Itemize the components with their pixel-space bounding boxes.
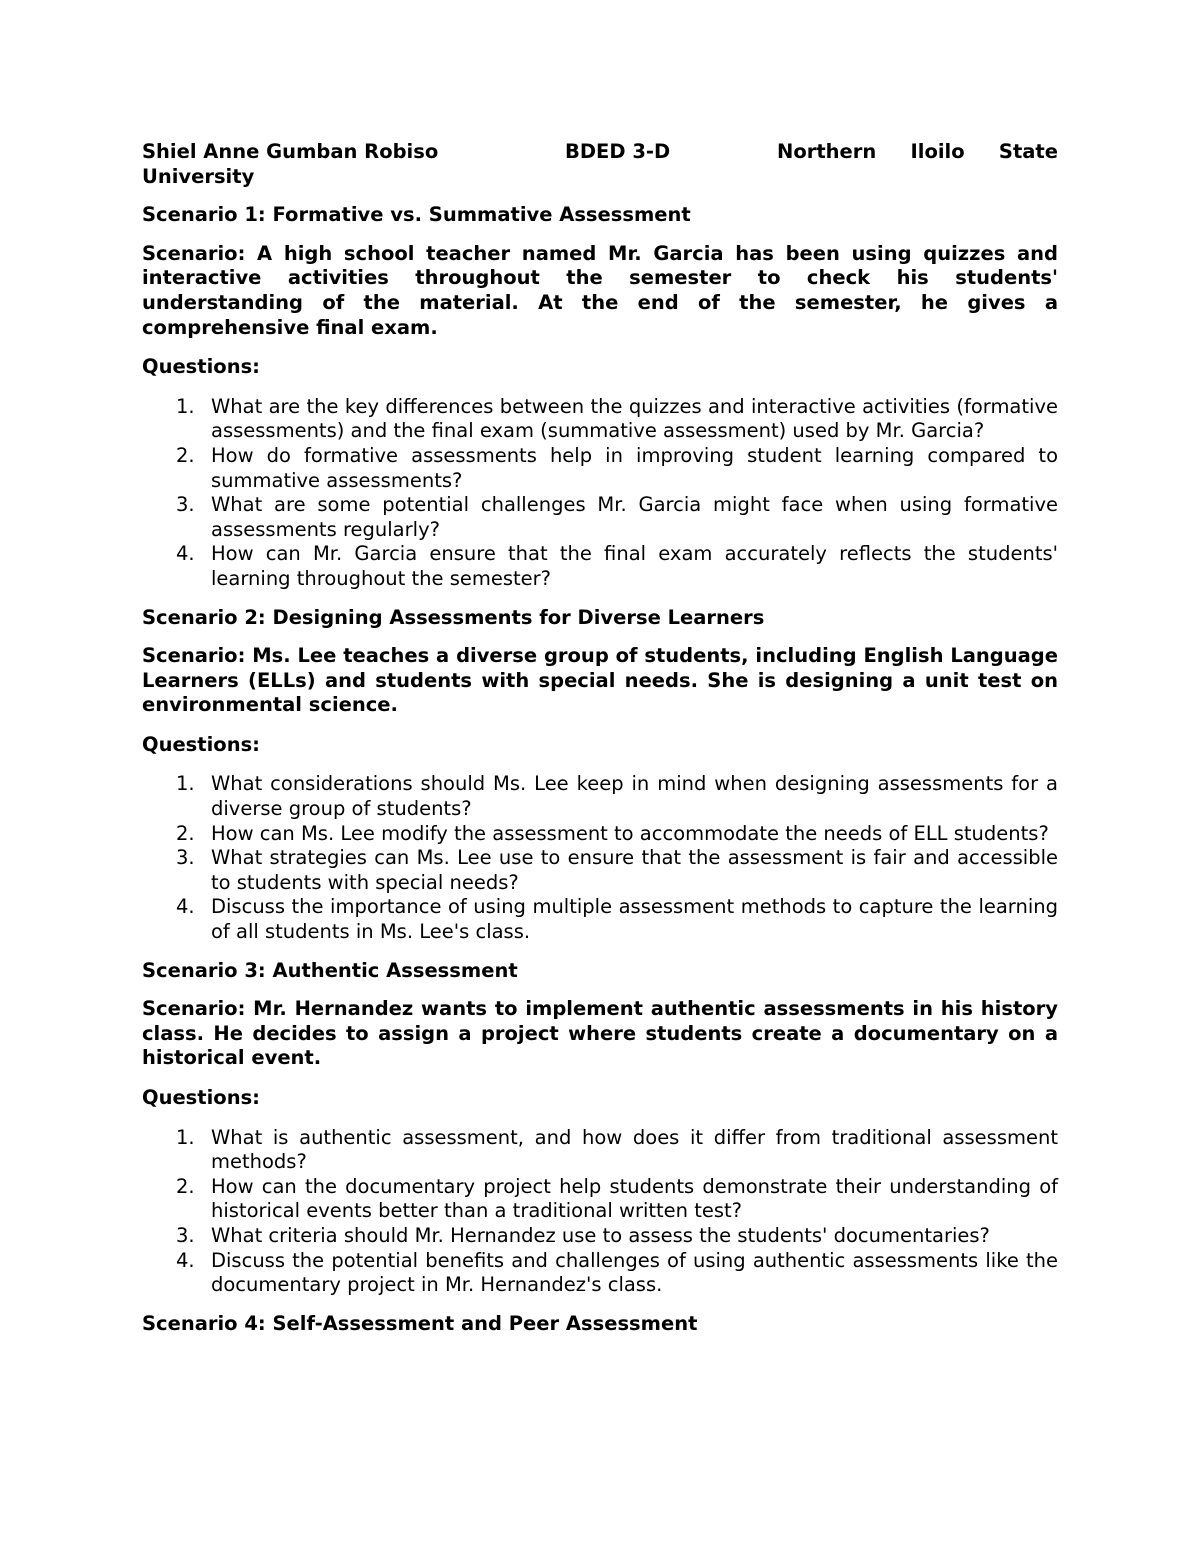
list-item [142, 1175, 1058, 1224]
list-item [142, 1249, 1058, 1298]
item-number: 3. [176, 493, 195, 517]
item-number: 3. [176, 1223, 195, 1247]
scenario-section [142, 606, 1058, 945]
item-text: What criteria should Mr. Hernandez use to assess the students' documentaries? [211, 1223, 990, 1247]
item-text: What are some potential challenges Mr. Garcia might face when using formative assessments regularly? [211, 493, 1058, 541]
item-number: 4. [176, 542, 195, 566]
item-text: How can Mr. Garcia ensure that the final exam accurately reflects the students' learning throughout the semester? [211, 542, 1058, 590]
item-number: 3. [176, 846, 195, 870]
university-name [777, 140, 1058, 165]
questions-list [142, 1126, 1058, 1298]
student-name: Shiel Anne Gumban Robiso [142, 140, 439, 163]
header-line [142, 140, 1058, 165]
item-number: 1. [176, 772, 195, 796]
course-section: BDED 3-D [565, 140, 671, 163]
item-number: 2. [176, 821, 195, 845]
list-item [142, 846, 1058, 895]
item-text: What is authentic assessment, and how does it differ from traditional assessment methods? [211, 1125, 1058, 1174]
item-number: 2. [176, 1174, 195, 1198]
item-text: What are the key differences between the quizzes and interactive activities (formative assessments) and the final exam (summative assessment) used by Mr. Garcia? [211, 394, 1058, 443]
scenario-text: Scenario: Mr. Hernandez wants to implement authentic assessments in his history class. He decides to assign a project where students create a documentary on a historical event. [142, 997, 1058, 1070]
item-number: 4. [176, 1248, 195, 1272]
section-title: Scenario 1: Formative vs. Summative Assessment [142, 203, 691, 227]
list-item [142, 772, 1058, 821]
list-item [142, 895, 1058, 944]
questions-label: Questions: [142, 355, 260, 379]
item-text: How do formative assessments help in improving student learning compared to summative assessments? [211, 443, 1058, 492]
questions-label: Questions: [142, 732, 260, 756]
scenario-text: Scenario: A high school teacher named Mr. Garcia has been using quizzes and interactive activities throughout the semester to check his students' understanding of the material. At the end of the semester, he gives a comprehensive final exam. [142, 241, 1058, 339]
scenario-text: Scenario: Ms. Lee teaches a diverse group of students, including English Language Learners (ELLs) and students with special needs. She is designing a unit test on environmental science. [142, 644, 1058, 717]
list-item [142, 1126, 1058, 1175]
scenario-section [142, 959, 1058, 1298]
section-title: Scenario 2: Designing Assessments for Diverse Learners [142, 605, 765, 629]
item-text: Discuss the importance of using multiple assessment methods to capture the learning of all students in Ms. Lee's class. [211, 895, 1058, 944]
item-text: What considerations should Ms. Lee keep in mind when designing assessments for a diverse group of students? [211, 772, 1058, 821]
university-name-continued: University [142, 164, 255, 188]
section-title: Scenario 4: Self-Assessment and Peer Assessment [142, 1311, 698, 1335]
list-item [142, 444, 1058, 493]
item-number: 1. [176, 1125, 195, 1149]
list-item [142, 542, 1058, 591]
item-text: How can Ms. Lee modify the assessment to accommodate the needs of ELL students? [211, 821, 1049, 845]
list-item [142, 493, 1058, 542]
item-number: 1. [176, 394, 195, 418]
list-item [142, 395, 1058, 444]
item-text: What strategies can Ms. Lee use to ensure that the assessment is fair and accessible to students with special needs? [211, 846, 1058, 894]
university-word: State [998, 140, 1058, 163]
document-page [142, 140, 1058, 1336]
item-text: How can the documentary project help students demonstrate their understanding of historical events better than a traditional written test? [211, 1174, 1058, 1223]
scenario-section [142, 203, 1058, 591]
list-item [142, 1224, 1058, 1249]
list-item [142, 822, 1058, 847]
item-number: 2. [176, 443, 195, 467]
item-number: 4. [176, 895, 195, 919]
item-text: Discuss the potential benefits and challenges of using authentic assessments like the documentary project in Mr. Hernandez's class. [211, 1248, 1058, 1297]
university-word: Northern [777, 140, 877, 163]
university-word: Iloilo [910, 140, 965, 163]
questions-list [142, 772, 1058, 944]
questions-list [142, 395, 1058, 592]
questions-label: Questions: [142, 1086, 260, 1109]
section-title: Scenario 3: Authentic Assessment [142, 958, 518, 982]
